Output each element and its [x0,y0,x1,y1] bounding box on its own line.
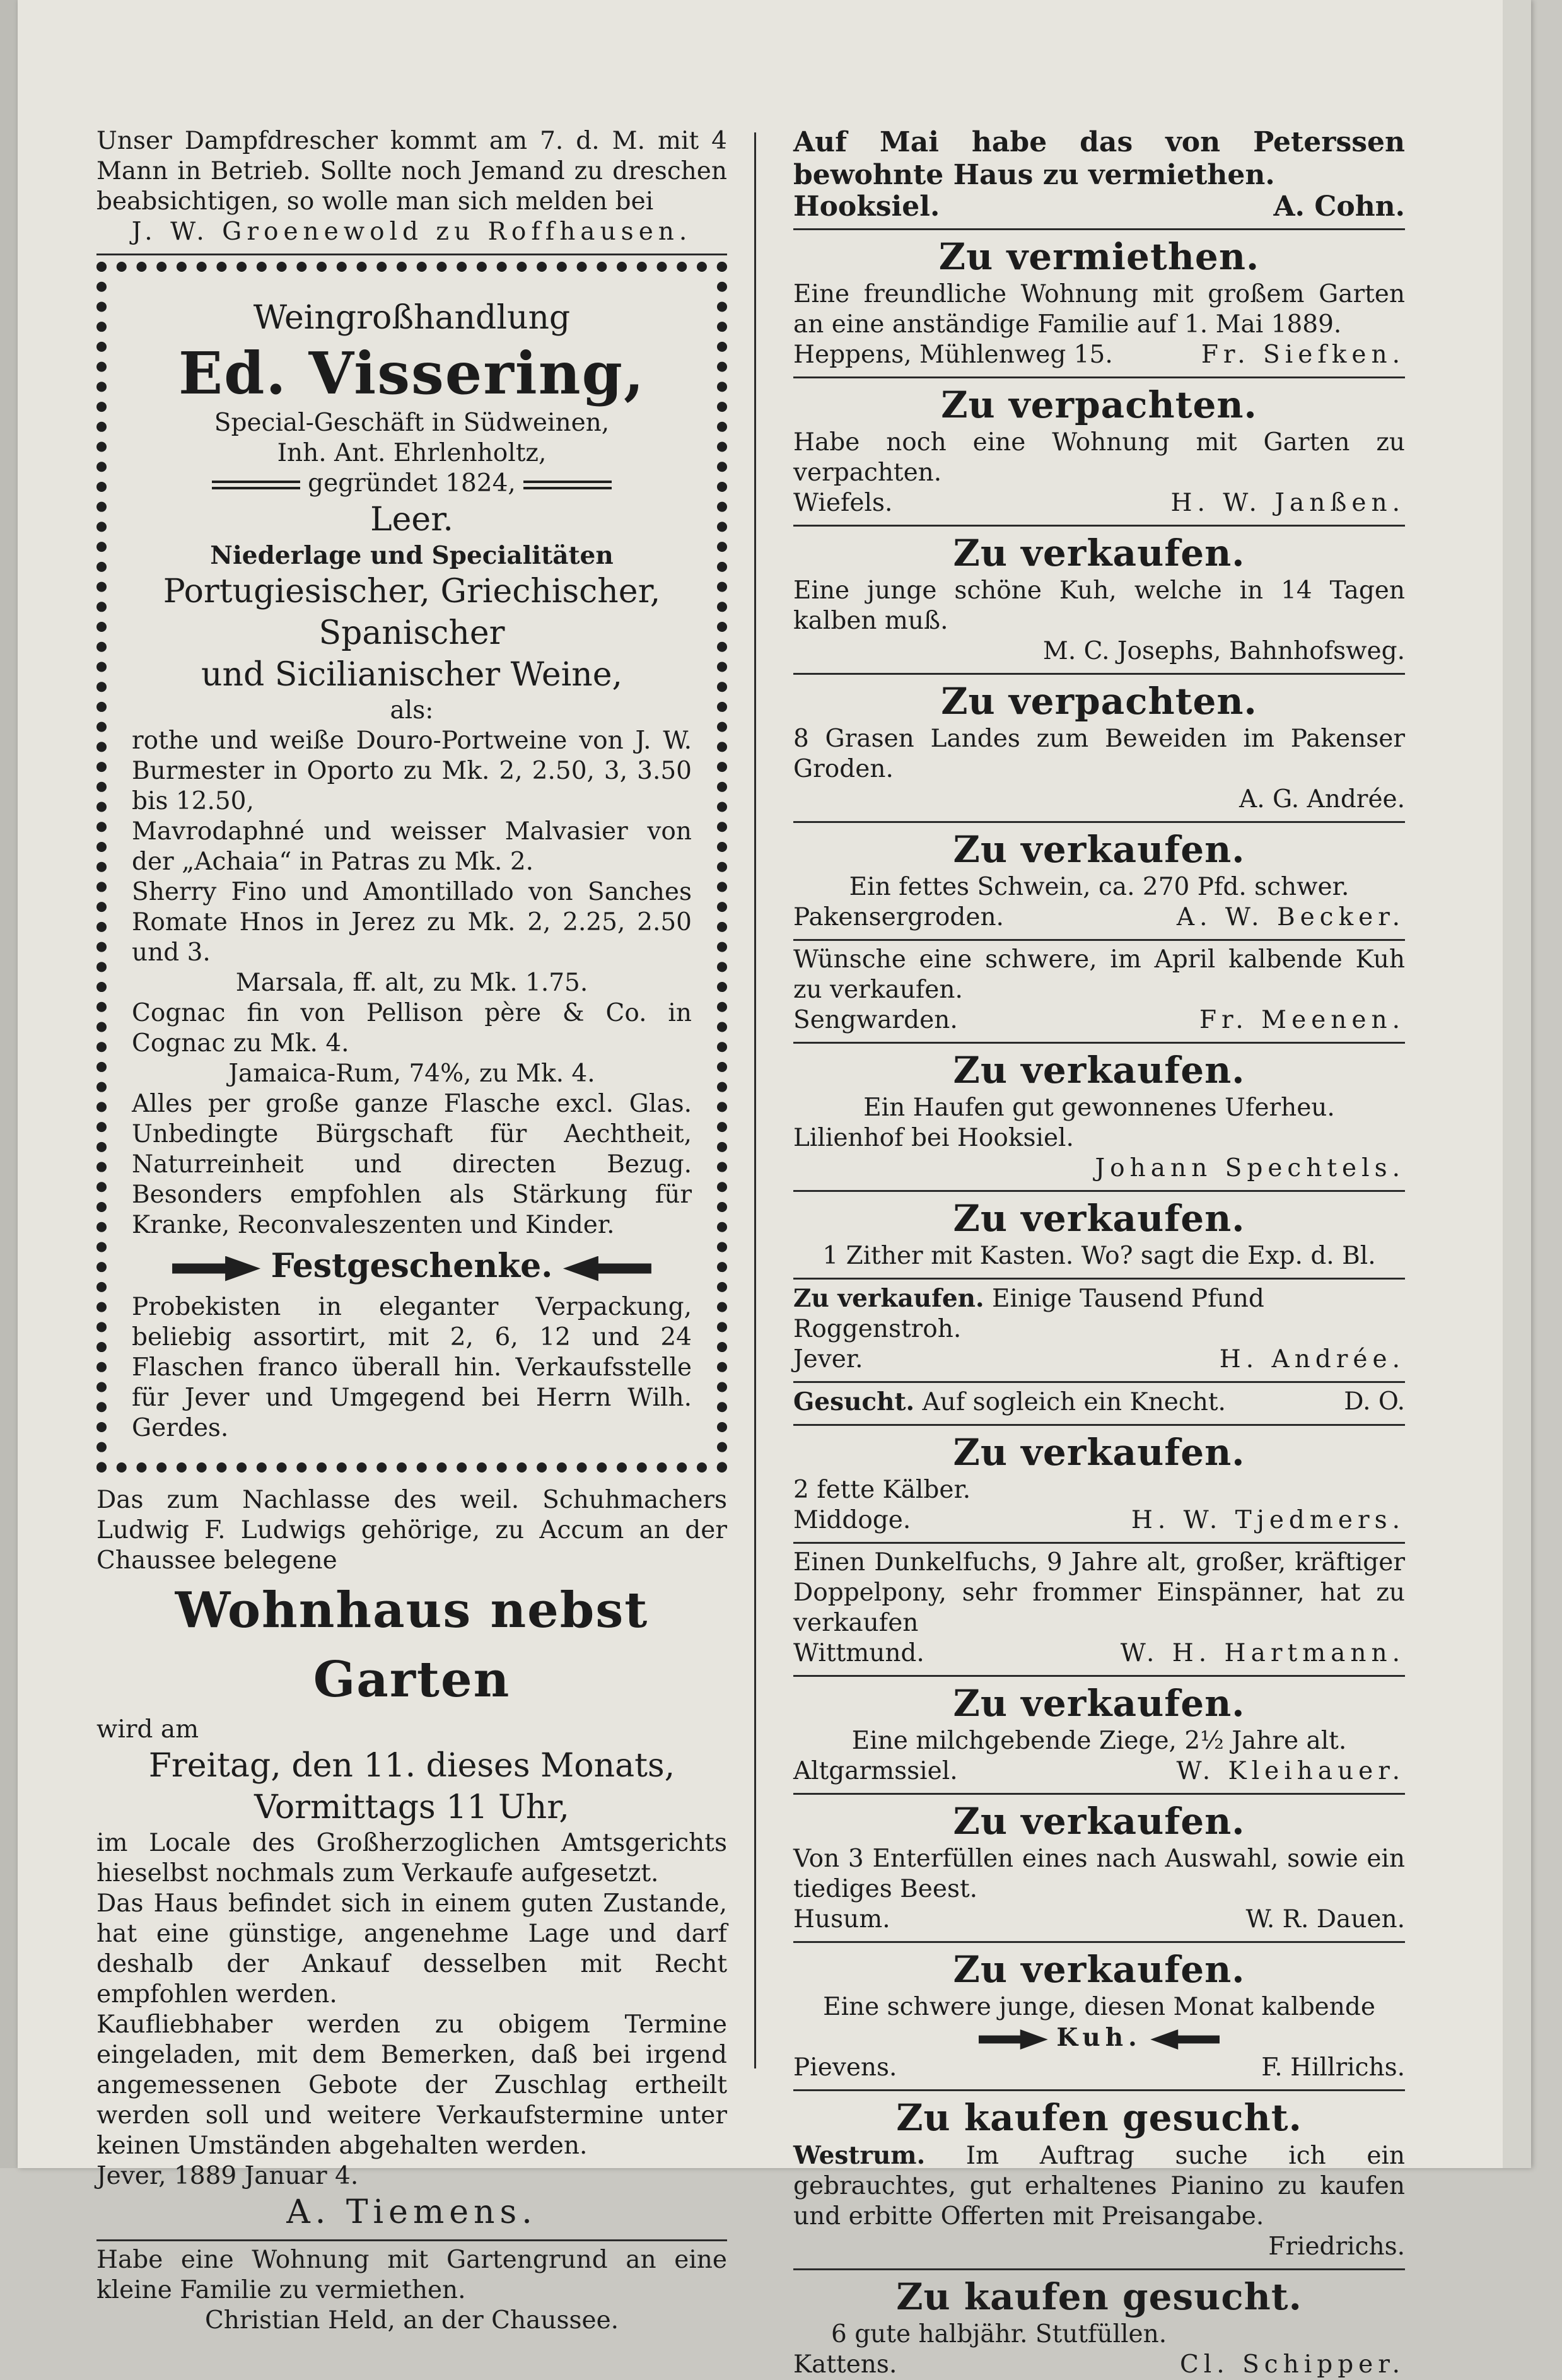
ad-paragraph: Jamaica-Rum, 74%, zu Mk. 4. [228,1059,595,1088]
ad-heading: Zu kaufen gesucht. [896,2096,1302,2139]
ad-lead: Westrum. [793,2141,926,2170]
ad-lead: Zu verkaufen. [793,1284,984,1313]
double-rule [523,481,612,489]
ad-heading: Zu verkaufen. [953,1197,1245,1240]
ad-line: gegründet 1824, [308,469,516,498]
ad-paragraph: Mavrodaphné und weisser Malvasier von der „Achaia“ in Patras zu Mk. 2. [132,817,692,876]
ad-heading: Zu verpachten. [941,383,1257,426]
ad-knecht [793,1387,1405,1426]
ad-signature: J. W. Groenewold zu Roffhausen. [131,218,692,246]
ad-paragraph: Sherry Fino und Amontillado von Sanches Romate Hnos in Jerez zu Mk. 2, 2.25, 2.50 und 3. [132,878,692,967]
left-column [96,126,727,2336]
ad-title: Wohnhaus nebst Garten [175,1582,649,1708]
divider [793,1278,1405,1280]
ad-text: Wünsche eine schwere, im April kalbende Kuh zu verkaufen. [793,945,1405,1004]
ad-roggenstroh [793,1283,1405,1383]
pointing-hand-right-icon [979,2029,1048,2050]
ad-kuh-line [793,2022,1405,2053]
pointing-hand-left-icon [1150,2029,1220,2050]
ad-paragraph: Probekisten in eleganter Verpackung, beliebig assortirt, mit 2, 6, 12 und 24 Flaschen franco überall hin. Verkaufsstelle für Jever und Umgegend bei Herrn Wilh. Gerdes. [132,1293,692,1442]
ad-signature: Friedrichs. [1268,2232,1405,2261]
ad-signature: Cl. Schipper. [1179,2350,1405,2379]
ad-place: Hooksiel. [793,190,940,223]
pointing-hand-right-icon [172,1256,260,1281]
ad-pianino [793,2095,1405,2270]
ad-text: Eine freundliche Wohnung mit großem Garten an eine anständige Familie auf 1. Mai 1889. [793,280,1405,339]
ad-heading: Zu verkaufen. [953,1682,1245,1725]
ad-schwein [793,827,1405,941]
ad-heading: Zu verkaufen. [953,1431,1245,1474]
ad-signature: F. Hillrichs. [1261,2053,1405,2082]
ad-title: Ed. Vissering, [178,339,645,407]
page-binding-edge [0,0,20,2168]
ad-signature: D. O. [1344,1387,1405,1416]
divider [793,1381,1405,1383]
ad-signature: W. H. Hartmann. [1120,1639,1405,1667]
ad-text: Auf sogleich ein Knecht. [922,1388,1226,1416]
ad-signature: Fr. Siefken. [1201,341,1405,369]
divider [793,1042,1405,1044]
ad-ziege [793,1681,1405,1795]
ad-date: Freitag, den 11. dieses Monats, [148,1747,675,1785]
ad-heading: Zu verpachten. [941,680,1257,723]
ad-heading: Zu kaufen gesucht. [896,2275,1302,2318]
ad-uferheu [793,1047,1405,1192]
ad-text: Unser Dampfdrescher kommt am 7. d. M. mit 4 Mann in Betrieb. Sollte noch Jemand zu dreschen beabsichtigen, so wolle man sich melden bei [96,127,727,216]
ad-heading: Zu verkaufen. [953,1800,1245,1843]
ad-footer [793,1638,1405,1669]
ad-signature: A. W. Becker. [1176,903,1405,931]
divider [793,1424,1405,1426]
right-column [793,126,1405,2380]
ad-heading: Zu vermiethen. [938,235,1260,278]
ad-dampfdrescher [96,126,727,255]
divider [793,821,1405,823]
ad-founded [132,469,692,499]
ad-text: 2 fette Kälber. [793,1476,971,1504]
ad-text: Eine schwere junge, diesen Monat kalbende [823,1993,1375,2021]
ad-enterfuellen [793,1799,1405,1943]
ad-line: Weingroßhandlung [253,299,571,337]
divider [793,525,1405,527]
ad-verpachten-wiefels [793,382,1405,527]
ad-place: Pievens. [793,2053,897,2082]
ad-vermiethen-heppens [793,234,1405,378]
divider [793,1793,1405,1795]
ad-text-line [793,1387,1405,1418]
ad-kuh-josephs [793,530,1405,675]
ad-text: Eine junge schöne Kuh, welche in 14 Tagen kalben muß. [793,576,1405,635]
ad-wohnhaus [96,1485,727,2241]
ad-line: und Sicilianischer Weine, [201,656,623,694]
ad-heading: Zu verkaufen. [953,828,1245,871]
ad-footer [793,2350,1405,2380]
ad-place: Middoge. [793,1506,911,1534]
ad-line: als: [390,696,434,725]
ad-place: Pakensergroden. [793,903,1004,931]
ad-text: Habe eine Wohnung mit Gartengrund an eine kleine Familie zu vermiethen. [96,2246,727,2304]
ad-paragraph: Marsala, ff. alt, zu Mk. 1.75. [235,969,588,997]
ad-line: Festgeschenke. [271,1247,553,1285]
ad-place: Sengwarden. [793,1006,958,1034]
ad-signature: M. C. Josephs, Bahnhofsweg. [1042,637,1405,665]
divider [793,376,1405,378]
divider [793,2089,1405,2091]
divider [793,1542,1405,1544]
ad-place: Lilienhof bei Hooksiel. [793,1124,1074,1152]
ad-signature: Fr. Meenen. [1199,1006,1405,1034]
newspaper-page [18,0,1531,2379]
ad-text: Ein fettes Schwein, ca. 270 Pfd. schwer. [849,873,1349,901]
ad-place: Kattens. [793,2350,897,2379]
ad-text: Einige Tausend Pfund Roggenstroh. [793,1285,1264,1343]
ad-signature: H. Andrée. [1219,1345,1405,1374]
ad-text-line [793,1283,1405,1345]
page-right-edge [1503,0,1531,2168]
ad-paragraph: im Locale des Großherzoglichen Amtsgerichts hieselbst nochmals zum Verkaufe aufgesetzt. [96,1829,727,1887]
ad-line: Inh. Ant. Ehrlenholtz, [277,439,547,467]
ad-text: 8 Grasen Landes zum Beweiden im Pakenser Groden. [793,725,1405,783]
ad-stutfuellen [793,2274,1405,2380]
ad-footer [793,2053,1405,2083]
ad-footer [793,1505,1405,1536]
ad-place: Heppens, Mühlenweg 15. [793,341,1113,369]
ad-signature: H. W. Tjedmers. [1131,1506,1405,1534]
ad-footer [793,488,1405,518]
ad-place: Jever. [793,1345,863,1374]
ad-kaelber [793,1430,1405,1544]
ad-text-line [793,2140,1405,2232]
ad-text: Im Auftrag suche ich ein gebrauchtes, gut erhaltenes Pianino zu kaufen und erbitte Offerten mit Preisangabe. [793,2142,1405,2231]
ad-signature: A. Cohn. [1273,190,1405,223]
ad-text: 1 Zither mit Kasten. Wo? sagt die Exp. d. Bl. [822,1242,1376,1270]
ad-kuh-meenen [793,945,1405,1044]
ad-signature: H. W. Janßen. [1170,489,1405,517]
ad-line: wird am [96,1715,199,1744]
ad-peterssen [793,126,1405,230]
ad-signature: Christian Held, an der Chaussee. [204,2306,619,2335]
divider [96,2239,727,2241]
ad-dunkelfuchs [793,1548,1405,1677]
ad-footer [793,1345,1405,1375]
divider [793,228,1405,230]
ad-heading: Zu verkaufen. [953,1049,1245,1092]
ad-line: Special-Geschäft in Südweinen, [214,409,610,437]
ad-signature: A. Tiemens. [286,2193,537,2231]
double-rule [212,481,300,489]
ad-footer [793,902,1405,933]
ad-signature: Johann Spechtels. [1095,1154,1405,1182]
ad-paragraph: Cognac fin von Pellison père & Co. in Cognac zu Mk. 4. [132,999,692,1058]
ad-text: 6 gute halbjähr. Stutfüllen. [831,2320,1167,2348]
ad-place: Altgarmssiel. [793,1757,958,1785]
ad-text: Das zum Nachlasse des weil. Schuhmachers Ludwig F. Ludwigs gehörige, zu Accum an der Chaussee belegene [96,1486,727,1575]
ad-gartengrund [96,2245,727,2336]
ad-lead: Gesucht. [793,1387,915,1416]
ad-zither [793,1196,1405,1280]
pointing-hand-left-icon [563,1256,651,1281]
ad-signature: W. Kleihauer. [1176,1757,1405,1785]
ad-heading: Zu verkaufen. [953,532,1245,575]
ad-paragraph: rothe und weiße Douro-Portweine von J. W. Burmester in Oporto zu Mk. 2, 2.50, 3, 3.50 bis 12.50, [132,726,692,815]
ad-signature: W. R. Dauen. [1245,1905,1405,1934]
divider [793,2268,1405,2270]
ad-place: Husum. [793,1905,890,1934]
ad-footer [793,1005,1405,1035]
ad-text: Auf Mai habe das von Peterssen bewohnte Haus zu vermiethen. [793,126,1405,191]
ad-footer [793,340,1405,370]
ad-festgeschenke [132,1245,692,1287]
ad-text: Habe noch eine Wohnung mit Garten zu verpachten. [793,428,1405,487]
divider [793,1190,1405,1192]
ad-text: Von 3 Enterfüllen eines nach Auswahl, sowie ein tiediges Beest. [793,1845,1405,1903]
ad-footer [793,1756,1405,1787]
column-divider [754,132,756,2068]
ad-city: Leer. [370,501,453,539]
divider [793,673,1405,675]
ad-footer [793,192,1405,222]
ad-time: Vormittags 11 Uhr, [254,1788,569,1826]
ad-text: Eine milchgebende Ziege, 2½ Jahre alt. [851,1727,1347,1755]
divider [96,254,727,255]
ad-paragraph: Alles per große ganze Flasche excl. Glas. Unbedingte Bürgschaft für Aechtheit, Naturreinheit und directen Bezug. Besonders empfohlen als Stärkung für Kranke, Reconvaleszenten und Kinder. [132,1090,692,1239]
divider [793,1941,1405,1943]
divider [793,939,1405,941]
ad-place: Wittmund. [793,1639,924,1667]
ad-text: Ein Haufen gut gewonnenes Uferheu. [863,1094,1335,1122]
ad-paragraph: Kaufliebhaber werden zu obigem Termine eingeladen, mit dem Bemerken, daß bei irgend angemessenen Gebote der Zuschlag ertheilt werden soll und weitere Verkaufstermine unter keinen Umständen abgehalten werden. [96,2010,727,2160]
ad-paragraph: Das Haus befindet sich in einem guten Zustande, hat eine günstige, angenehme Lage und darf deshalb der Ankauf desselben mit Recht empfohlen werden. [96,1889,727,2009]
ad-place: Wiefels. [793,489,893,517]
ad-heading: Zu verkaufen. [953,1948,1245,1991]
ad-vissering [96,262,727,1473]
ad-line: Niederlage und Specialitäten [210,541,614,570]
ad-place-date: Jever, 1889 Januar 4. [96,2162,359,2190]
ad-kuh-hillrichs [793,1947,1405,2091]
ad-line: Portugiesischer, Griechischer, Spanischer [163,573,661,652]
ad-footer [793,1905,1405,1935]
ad-text: Einen Dunkelfuchs, 9 Jahre alt, großer, kräftiger Doppelpony, sehr frommer Einspänner, hat zu verkaufen [793,1548,1405,1637]
ad-kuh: Kuh. [1056,2023,1142,2052]
ad-signature: A. G. Andrée. [1239,785,1405,814]
ad-verpachten-groden [793,679,1405,823]
divider [793,1675,1405,1677]
